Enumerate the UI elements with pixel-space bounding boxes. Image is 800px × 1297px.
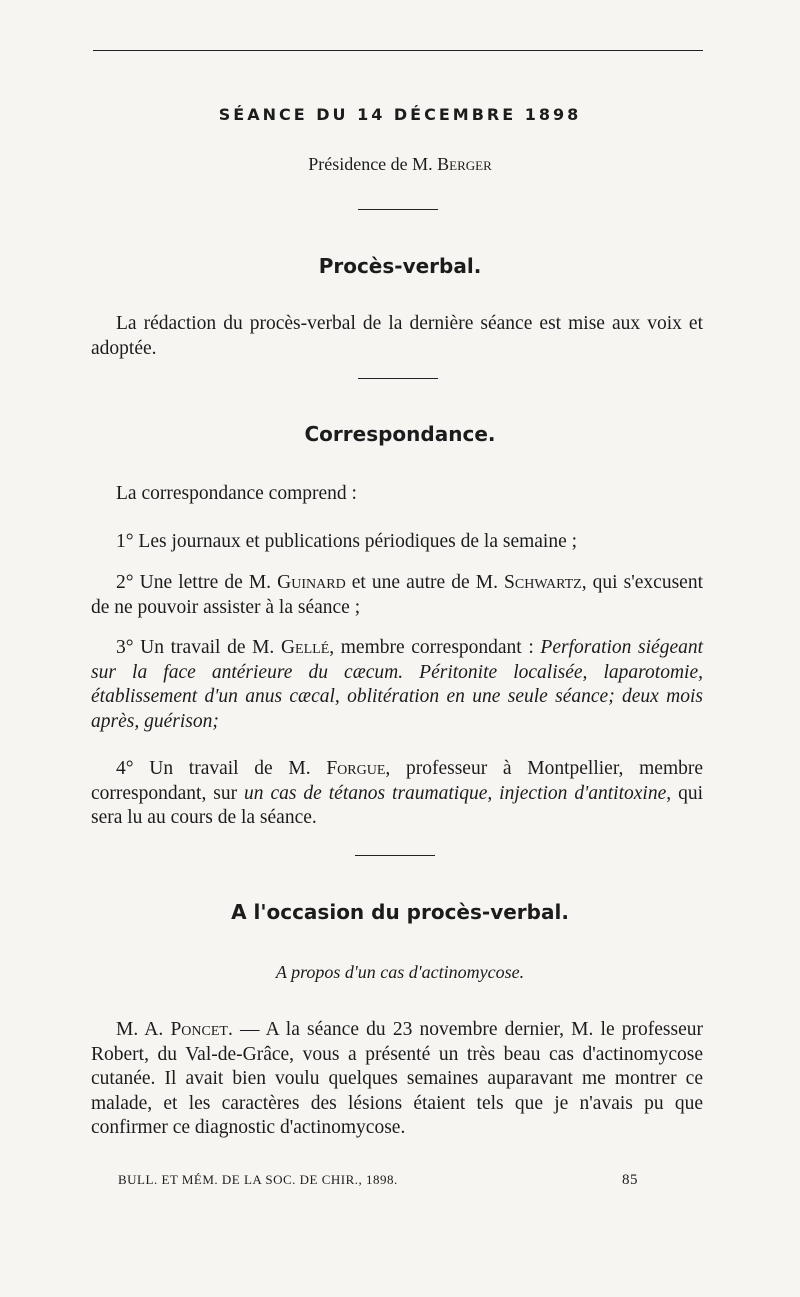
item2-name-schwartz: Schwartz [504,572,582,593]
proces-verbal-text: La rédaction du procès-verbal de la dernière séance est mise aux voix et adoptée. [91,313,703,359]
item3-work-title: Perforation siégeant sur la face antérieure du cæcum. Péritonite localisée, laparotomie, établissement d'un anus cæcal, oblitération en une seule séance; deux mois après, guérison; [91,637,704,732]
heading-proces-verbal: Procès-verbal. [318,254,482,278]
correspondance-item-3 [91,636,703,734]
presidence-prefix: Présidence de M. [308,154,438,174]
subheading-actinomycose: A propos d'un cas d'actinomycose. [275,962,525,982]
footer-citation: BULL. ET MÉM. DE LA SOC. DE CHIR., 1898. [118,1172,398,1187]
page-footer [118,1172,638,1188]
speaker-name: M. A. Poncet. [116,1019,233,1040]
item4-text-b: , professeur à Montpellier, membre correspondant, sur [91,758,704,804]
correspondance-item-1: 1° Les journaux et publications périodiques de la semaine ; [116,531,578,552]
item2-text-c: , qui s'excusent de ne pouvoir assister à la séance ; [91,572,703,618]
item3-text-a: 3° Un travail de M. [116,637,281,658]
section-divider [358,209,438,210]
section-divider [358,378,438,379]
heading-correspondance: Correspondance. [304,422,496,446]
seance-title: SÉANCE DU 14 DÉCEMBRE 1898 [218,105,582,124]
top-rule [93,50,703,51]
correspondance-item-2 [91,571,703,620]
item4-text-c: , qui sera lu au cours de la séance. [91,782,703,828]
correspondance-intro: La correspondance comprend : [116,483,357,504]
item4-work-title: un cas de tétanos traumatique, injection d'antitoxine [244,782,667,804]
presidence-line [90,154,710,175]
item2-name-guinard: Guinard [277,572,346,593]
poncet-text: — A la séance du 23 novembre dernier, M. le professeur Robert, du Val-de-Grâce, vous a présenté un très beau cas d'actinomycose cutanée. Il avait bien voulu quelques semaines auparavant me montrer ce malade, et les caractères des lésions étaient tels que je n'avais pu que confirmer ce diagnostic d'actinomycose. [91,1019,703,1138]
president-name: Berger [437,154,492,174]
poncet-paragraph [91,1018,703,1141]
item4-name-forgue: Forgue [326,758,386,779]
item2-text-b: et une autre de M. [345,572,505,593]
item3-name-gelle: Gellé [280,637,330,658]
item4-text-a: 4° Un travail de M. [116,758,327,779]
heading-occasion: A l'occasion du procès-verbal. [231,900,569,924]
section-divider [355,855,435,856]
correspondance-item-4 [91,757,703,831]
item2-text-a: 2° Une lettre de M. [116,572,278,593]
item3-text-b: , membre correspondant : [329,637,541,658]
page-number: 85 [622,1172,638,1188]
